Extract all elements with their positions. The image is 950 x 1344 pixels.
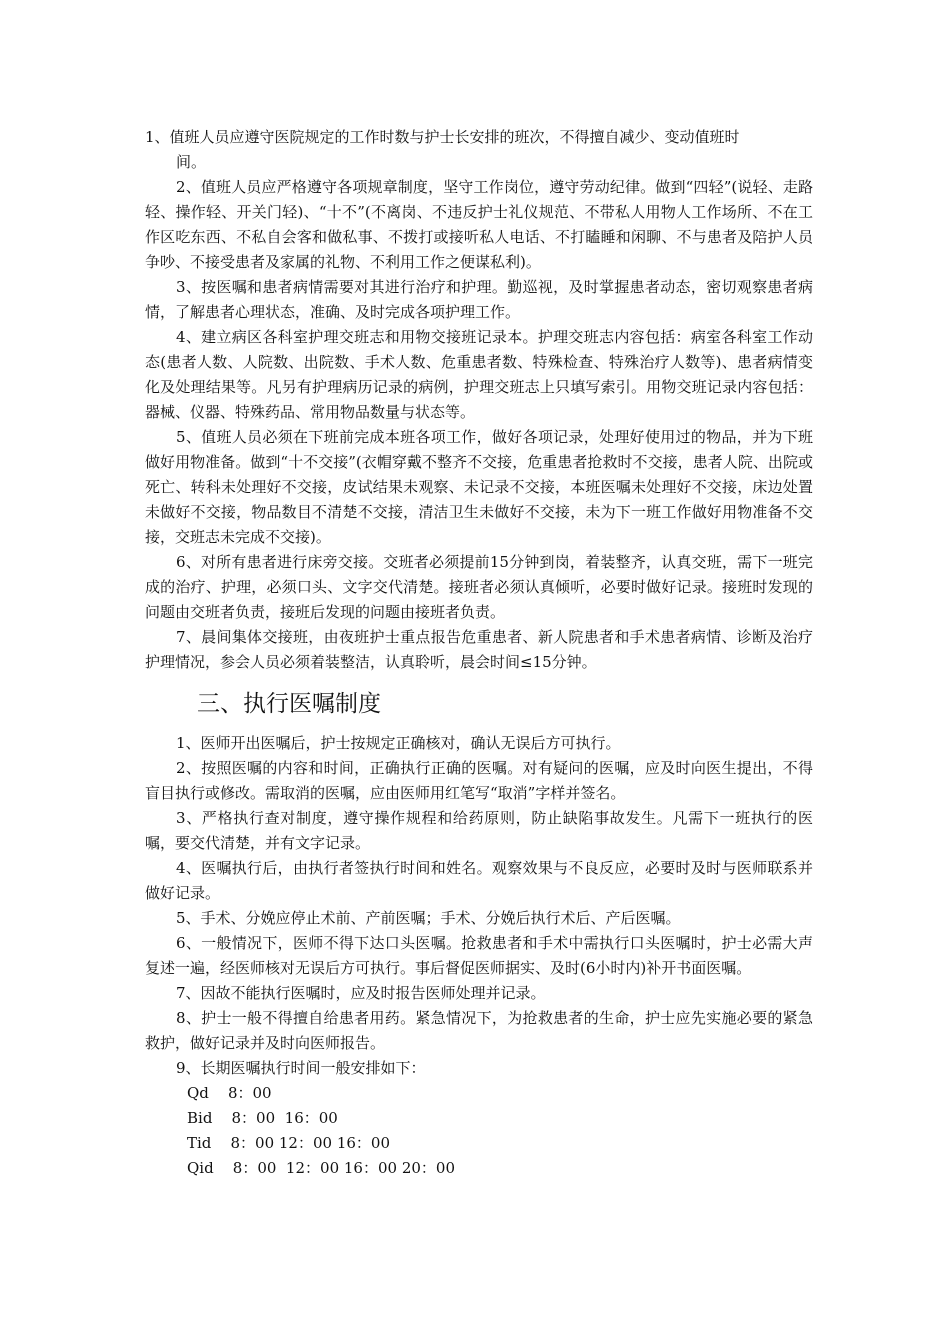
paragraph-duty-3: 3、按医嘱和患者病情需要对其进行治疗和护理。勤巡视，及时掌握患者动态，密切观察患者病情，了解患者心理状态，准确、及时完成各项护理工作。 — [145, 278, 813, 321]
paragraph-order-4: 4、医嘱执行后，由执行者签执行时间和姓名。观察效果与不良反应，必要时及时与医师联系并做好记录。 — [145, 859, 813, 902]
paragraph-duty-5: 5、值班人员必须在下班前完成本班各项工作，做好各项记录，处理好使用过的物品，并为下班做好用物准备。做到“十不交接”(衣帽穿戴不整齐不交接，危重患者抢救时不交接，患者人院、出院或死亡、转科未处理好不交接，皮试结果未观察、未记录不交接，本班医嘱未处理好不交接，床边处置未做好不交接，物品数目不清楚不交接，清洁卫生未做好不交接，未为下一班工作做好用物准备不交接，交班志未完成不交接)。 — [145, 428, 813, 546]
paragraph-order-5: 5、手术、分娩应停止术前、产前医嘱；手术、分娩后执行术后、产后医嘱。 — [176, 909, 681, 927]
paragraph-order-7: 7、因故不能执行医嘱时，应及时报告医师处理并记录。 — [176, 984, 546, 1002]
paragraph-order-6: 6、一般情况下，医师不得下达口头医嘱。抢救患者和手术中需执行口头医嘱时，护士必需大声复述一遍，经医师核对无误后方可执行。事后督促医师据实、及时(6小时内)补开书面医嘱。 — [145, 934, 813, 977]
paragraph-duty-2: 2、值班人员应严格遵守各项规章制度，坚守工作岗位，遵守劳动纪律。做到“四轻”(说轻、走路轻、操作轻、开关门轻)、“十不”(不离岗、不违反护士礼仪规范、不带私人用物人工作场所、不在工作区吃东西、不私自会客和做私事、不拨打或接听私人电话、不打瞌睡和闲聊、不与患者及陪护人员争吵、不接受患者及家属的礼物、不利用工作之便谋私利)。 — [145, 178, 813, 271]
paragraph-order-2: 2、按照医嘱的内容和时间，正确执行正确的医嘱。对有疑问的医嘱，应及时向医生提出，不得盲目执行或修改。需取消的医嘱，应由医师用红笔写“取消”字样并签名。 — [145, 759, 813, 802]
paragraph-duty-4: 4、建立病区各科室护理交班志和用物交接班记录本。护理交班志内容包括：病室各科室工作动态(患者人数、人院数、出院数、手术人数、危重患者数、特殊检查、特殊治疗人数等)、患者病情变化及处理结果等。凡另有护理病历记录的病例，护理交班志上只填写索引。用物交班记录内容包括：器械、仪器、特殊药品、常用物品数量与状态等。 — [145, 328, 813, 421]
schedule-item-qid: Qid 8：00 12：00 16：00 20：00 — [187, 1159, 455, 1177]
section-heading-orders: 三、执行医嘱制度 — [197, 691, 381, 717]
schedule-item-bid: Bid 8：00 16：00 — [187, 1109, 338, 1127]
paragraph-duty-7: 7、晨间集体交接班，由夜班护士重点报告危重患者、新人院患者和手术患者病情、诊断及治疗护理情况，参会人员必须着装整洁，认真聆听，晨会时间≤15分钟。 — [145, 628, 813, 671]
schedule-list — [187, 1081, 813, 1181]
paragraph-order-9: 9、长期医嘱执行时间一般安排如下： — [176, 1059, 426, 1077]
schedule-item-qd: Qd 8：00 — [187, 1084, 272, 1102]
paragraph-order-1: 1、医师开出医嘱后，护士按规定正确核对，确认无误后方可执行。 — [176, 734, 621, 752]
paragraph-duty-1: 1、值班人员应遵守医院规定的工作时数与护士长安排的班次，不得擅自减少、变动值班时 — [145, 128, 740, 146]
document-page — [145, 125, 813, 1181]
schedule-item-tid: Tid 8：00 12：00 16：00 — [187, 1134, 390, 1152]
paragraph-duty-1-tail: 间。 — [176, 153, 207, 171]
paragraph-order-8: 8、护士一般不得擅自给患者用药。紧急情况下，为抢救患者的生命，护士应先实施必要的紧急救护，做好记录并及时向医师报告。 — [145, 1009, 813, 1052]
paragraph-order-3: 3、严格执行查对制度，遵守操作规程和给药原则，防止缺陷事故发生。凡需下一班执行的医嘱，要交代清楚，并有文字记录。 — [145, 809, 813, 852]
paragraph-duty-6: 6、对所有患者进行床旁交接。交班者必须提前15分钟到岗，着装整齐，认真交班，需下一班完成的治疗、护理，必须口头、文字交代清楚。接班者必须认真倾听，必要时做好记录。接班时发现的问题由交班者负责，接班后发现的问题由接班者负责。 — [145, 553, 813, 621]
